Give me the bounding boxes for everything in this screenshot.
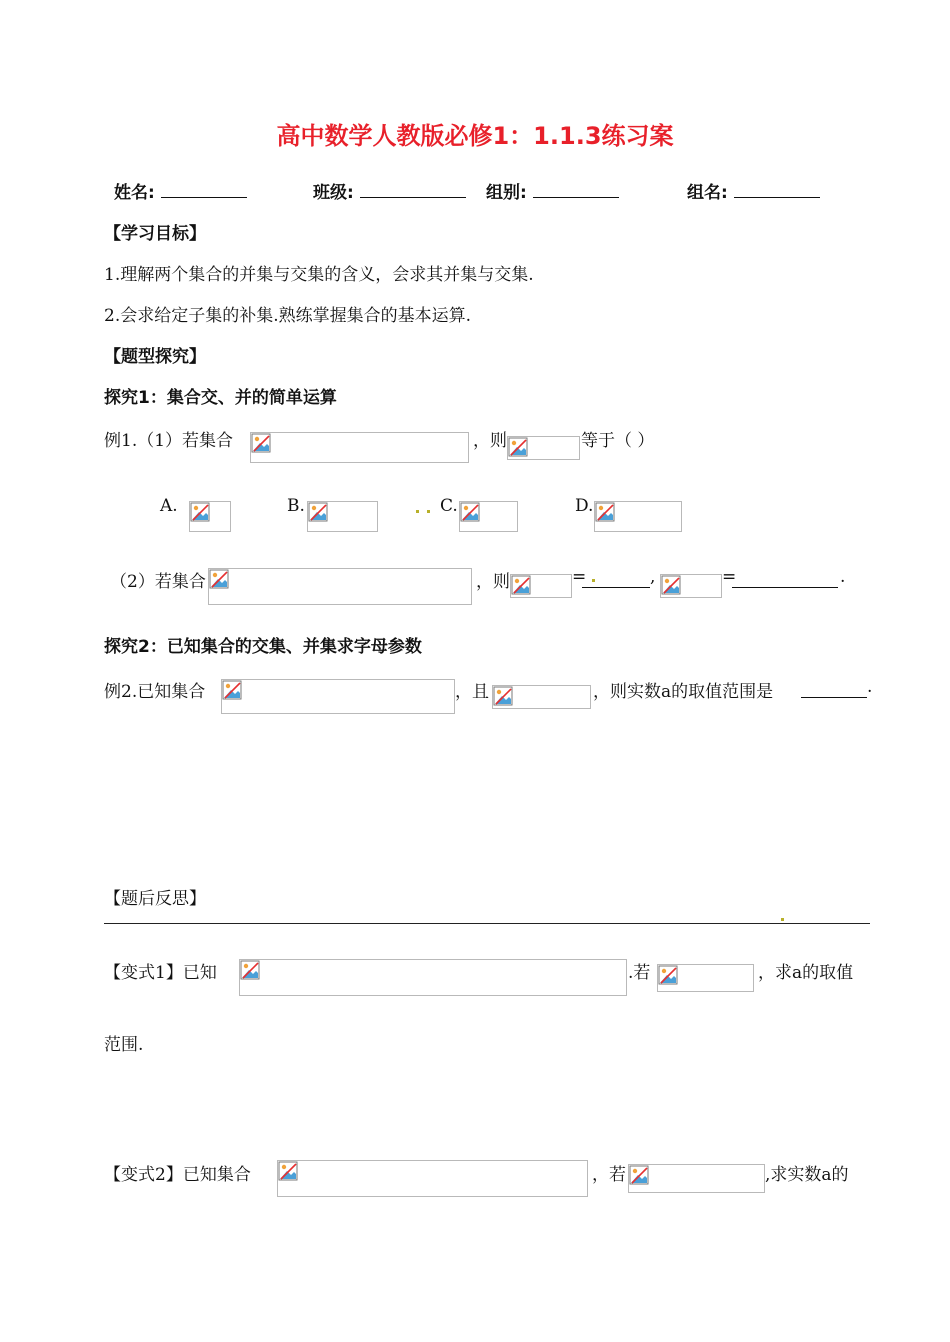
option-d-image: [594, 501, 682, 532]
formula-image-placeholder: [660, 574, 722, 598]
equals-sign: =: [572, 567, 587, 587]
broken-image-icon: [460, 502, 480, 522]
period: .: [840, 567, 846, 587]
broken-image-icon: [595, 502, 615, 522]
group-name-blank[interactable]: [734, 197, 820, 198]
broken-image-icon: [661, 575, 681, 595]
broken-image-icon: [240, 960, 260, 980]
explore-heading: 【题型探究】: [104, 347, 206, 367]
variant2-question: ,求实数a的: [765, 1165, 849, 1185]
comma: ,: [650, 567, 656, 587]
reflect-answer-line[interactable]: [104, 923, 870, 924]
answer-blank-1[interactable]: [582, 587, 650, 588]
broken-image-icon: [278, 1161, 298, 1181]
group-field-label: 组别:: [486, 183, 527, 203]
option-b-image: [307, 501, 378, 532]
reflect-heading: 【题后反思】: [104, 889, 206, 909]
ex2-text: 例2.已知集合: [104, 682, 206, 702]
stray-mark: [427, 510, 430, 513]
ex1-part1-then: ，则: [473, 431, 507, 451]
variant1-if: .若: [628, 963, 651, 983]
formula-image-placeholder: [657, 964, 754, 992]
ex1-part2-text: （2）若集合: [110, 572, 206, 592]
name-blank[interactable]: [161, 197, 247, 198]
formula-image-placeholder: [492, 685, 591, 709]
stray-mark: [781, 918, 784, 921]
broken-image-icon: [658, 965, 678, 985]
ex2-answer-blank[interactable]: [801, 697, 867, 698]
formula-image-placeholder: [628, 1164, 765, 1193]
ex2-question: ，则实数a的取值范围是: [593, 682, 774, 702]
option-d-label: D.: [575, 496, 594, 516]
answer-blank-2[interactable]: [732, 587, 838, 588]
formula-image-placeholder: [510, 574, 572, 598]
stray-mark: [592, 579, 595, 582]
broken-image-icon: [511, 575, 531, 595]
ex2-and: ，且: [455, 682, 489, 702]
broken-image-icon: [251, 433, 271, 453]
broken-image-icon: [629, 1165, 649, 1185]
option-b-label: B.: [287, 496, 305, 516]
variant1-question: ，求a的取值: [758, 963, 854, 983]
stray-mark: [416, 510, 419, 513]
formula-image-placeholder: [250, 432, 469, 463]
variant2-if: ，若: [592, 1165, 626, 1185]
formula-image-placeholder: [277, 1160, 588, 1197]
goal-item-2: 2.会求给定子集的补集.熟练掌握集合的基本运算.: [104, 306, 472, 326]
variant1-question-cont: 范围.: [104, 1035, 144, 1055]
broken-image-icon: [209, 569, 229, 589]
period: .: [867, 677, 873, 697]
broken-image-icon: [508, 437, 528, 457]
broken-image-icon: [308, 502, 328, 522]
broken-image-icon: [493, 686, 513, 706]
ex1-part1-equals: 等于（ ）: [581, 431, 655, 451]
option-c-image: [459, 501, 518, 532]
formula-image-placeholder: [208, 568, 472, 605]
variant1-text: 【变式1】已知: [104, 963, 217, 983]
ex1-part1-text: 例1.（1）若集合: [104, 431, 234, 451]
class-blank[interactable]: [360, 197, 466, 198]
group-blank[interactable]: [533, 197, 619, 198]
formula-image-placeholder: [507, 436, 580, 460]
goals-heading: 【学习目标】: [104, 224, 206, 244]
variant2-text: 【变式2】已知集合: [104, 1165, 251, 1185]
broken-image-icon: [190, 502, 210, 522]
option-a-image: [189, 501, 231, 532]
equals-sign: =: [722, 567, 737, 587]
explore-1-heading: 探究1：集合交、并的简单运算: [104, 388, 337, 408]
option-c-label: C.: [440, 496, 458, 516]
broken-image-icon: [222, 680, 242, 700]
formula-image-placeholder: [221, 679, 455, 714]
ex1-part2-then: ，则: [476, 572, 510, 592]
name-field-label: 姓名:: [114, 183, 155, 203]
group-name-field-label: 组名:: [687, 183, 728, 203]
formula-image-placeholder: [239, 959, 627, 996]
explore-2-heading: 探究2：已知集合的交集、并集求字母参数: [104, 637, 422, 657]
option-a-label: A.: [160, 496, 178, 516]
class-field-label: 班级:: [313, 183, 354, 203]
goal-item-1: 1.理解两个集合的并集与交集的含义，会求其并集与交集.: [104, 265, 534, 285]
page-title: 高中数学人教版必修1：1.1.3练习案: [276, 122, 674, 150]
